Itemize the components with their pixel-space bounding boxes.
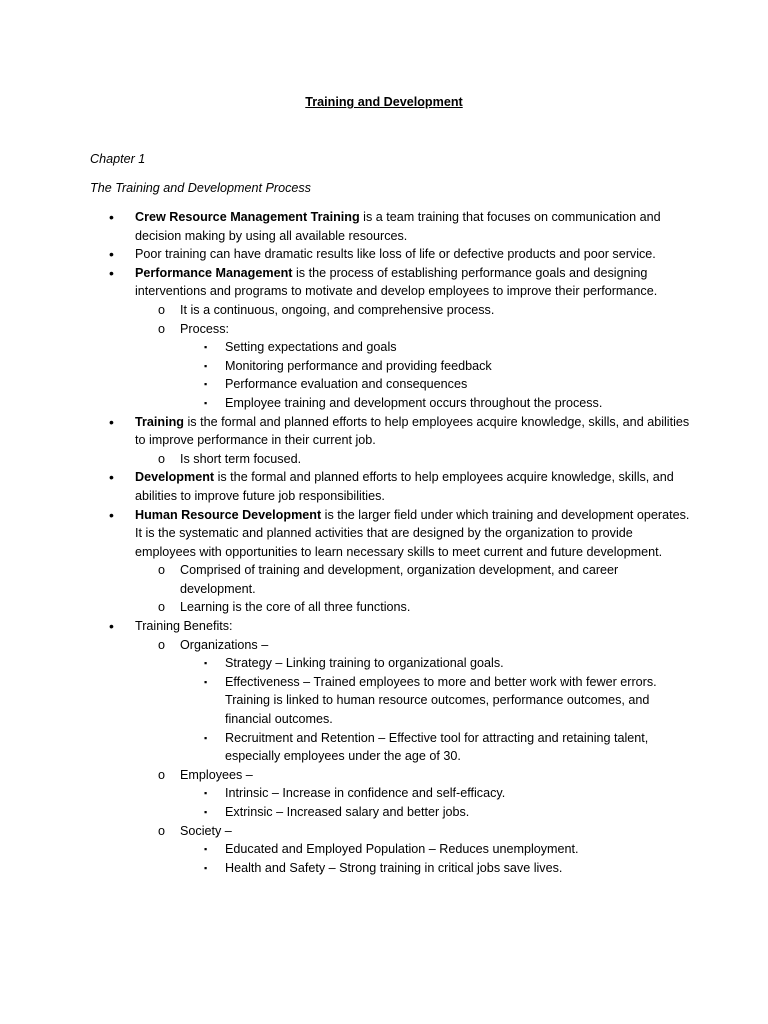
sub-list	[135, 301, 690, 413]
bullet-item	[90, 208, 690, 245]
subsub-text: Intrinsic – Increase in confidence and self-efficacy.	[225, 786, 506, 801]
subsub-text: Strategy – Linking training to organizational goals.	[225, 656, 504, 671]
bullet-term: Development	[135, 470, 215, 485]
subsub-marker: ▪	[204, 397, 208, 408]
sub-marker: o	[158, 600, 166, 615]
subsub-item	[180, 859, 690, 878]
sub-text: Employees –	[180, 767, 253, 782]
sub-text: Is short term focused.	[180, 451, 302, 466]
subsub-item	[180, 338, 690, 357]
sub-marker: o	[158, 767, 166, 782]
subsub-marker: ▪	[204, 788, 208, 799]
sub-text: Learning is the core of all three functions.	[180, 600, 411, 615]
bullet-text: is the process of establishing performance goals and designing interventions and programs to motivate and develop employees to improve their performance.	[135, 265, 658, 299]
subsub-marker: ▪	[204, 360, 208, 371]
bullet-text: is a team training that focuses on communication and decision making by using all available resources.	[135, 210, 661, 243]
sub-item	[135, 301, 690, 320]
sub-item	[135, 598, 690, 617]
bullet-term: Training	[135, 414, 184, 429]
subsub-marker: ▪	[204, 342, 208, 353]
sub-marker: o	[158, 563, 166, 578]
subsub-text: Recruitment and Retention – Effective tool for attracting and retaining talent, especially employees under the age of 30.	[225, 730, 649, 764]
bullet-text: Poor training can have dramatic results like loss of life or defective products and poor service.	[135, 247, 656, 262]
sub-item	[135, 766, 690, 822]
subsub-item	[180, 803, 690, 822]
sub-list	[135, 450, 690, 469]
sub-text: Organizations –	[180, 637, 269, 652]
section-subtitle: The Training and Development Process	[90, 181, 311, 195]
subsub-item	[180, 840, 690, 859]
bullet-item	[90, 468, 690, 505]
sub-item	[135, 320, 690, 413]
bullet-item	[90, 264, 690, 413]
bullet-item	[90, 506, 690, 618]
bullet-marker: •	[109, 469, 114, 486]
sub-item	[135, 450, 690, 469]
sub-list	[135, 561, 690, 617]
subsub-item	[180, 654, 690, 673]
chapter-heading: Chapter 1	[90, 152, 146, 166]
subsub-marker: ▪	[204, 658, 208, 669]
sub-text: Comprised of training and development, organization development, and career development.	[180, 563, 619, 596]
subsub-item	[180, 375, 690, 394]
page-title: Training and Development	[305, 95, 463, 109]
subsub-text: Effectiveness – Trained employees to more and better work with fewer errors. Training is linked to human resource outcomes, performance outcomes, and financial outcomes.	[225, 674, 657, 727]
bullet-text: Training Benefits:	[135, 619, 233, 634]
bullet-list	[90, 208, 690, 877]
sub-marker: o	[158, 321, 166, 336]
bullet-marker: •	[109, 209, 114, 225]
sub-marker: o	[158, 302, 166, 317]
sub-item	[135, 636, 690, 766]
subsub-list	[180, 338, 690, 412]
subsub-list	[180, 654, 690, 766]
sub-item	[135, 822, 690, 878]
subsub-marker: ▪	[204, 732, 208, 743]
subsub-text: Setting expectations and goals	[225, 340, 397, 355]
subsub-item	[180, 357, 690, 376]
bullet-term: Human Resource Development	[135, 507, 322, 522]
sub-marker: o	[158, 451, 166, 466]
bullet-marker: •	[109, 506, 114, 523]
bullet-marker: •	[109, 264, 114, 281]
sub-marker: o	[158, 823, 166, 838]
subsub-text: Employee training and development occurs throughout the process.	[225, 395, 603, 410]
bullet-text: is the formal and planned efforts to help employees acquire knowledge, skills, and abilities to improve performance in their current job.	[135, 414, 690, 448]
bullet-term: Crew Resource Management Training	[135, 210, 360, 224]
bullet-item	[90, 617, 690, 877]
subsub-marker: ▪	[204, 844, 208, 855]
subsub-marker: ▪	[204, 862, 208, 873]
bullet-marker: •	[109, 618, 114, 635]
subsub-text: Performance evaluation and consequences	[225, 377, 468, 392]
subsub-item	[180, 394, 690, 413]
subsub-marker: ▪	[204, 676, 208, 687]
subsub-item	[180, 729, 690, 766]
subsub-text: Monitoring performance and providing feedback	[225, 358, 492, 373]
subsub-item	[180, 784, 690, 803]
subsub-text: Health and Safety – Strong training in critical jobs save lives.	[225, 860, 563, 875]
bullet-marker: •	[109, 246, 114, 263]
subsub-text: Educated and Employed Population – Reduces unemployment.	[225, 842, 579, 857]
subsub-list	[180, 784, 690, 821]
sub-text: Society –	[180, 823, 232, 838]
subsub-list	[180, 840, 690, 877]
subsub-text: Extrinsic – Increased salary and better jobs.	[225, 805, 470, 819]
sub-list	[135, 636, 690, 878]
bullet-text: is the formal and planned efforts to help employees acquire knowledge, skills, and abilities to improve future job responsibilities.	[135, 470, 674, 503]
sub-marker: o	[158, 637, 166, 652]
bullet-item	[90, 413, 690, 469]
subsub-marker: ▪	[204, 379, 208, 390]
bullet-item	[90, 245, 690, 264]
subsub-marker: ▪	[204, 807, 208, 817]
bullet-text: is the larger field under which training and development operates. It is the systematic and planned activities that are designed by the organization to provide employees with opportunities to learn necessary skills to meet current and future development.	[135, 507, 690, 559]
bullet-term: Performance Management	[135, 265, 293, 280]
bullet-marker: •	[109, 413, 114, 430]
sub-text: It is a continuous, ongoing, and comprehensive process.	[180, 302, 495, 317]
sub-item	[135, 561, 690, 598]
sub-text: Process:	[180, 321, 229, 336]
subsub-item	[180, 673, 690, 729]
